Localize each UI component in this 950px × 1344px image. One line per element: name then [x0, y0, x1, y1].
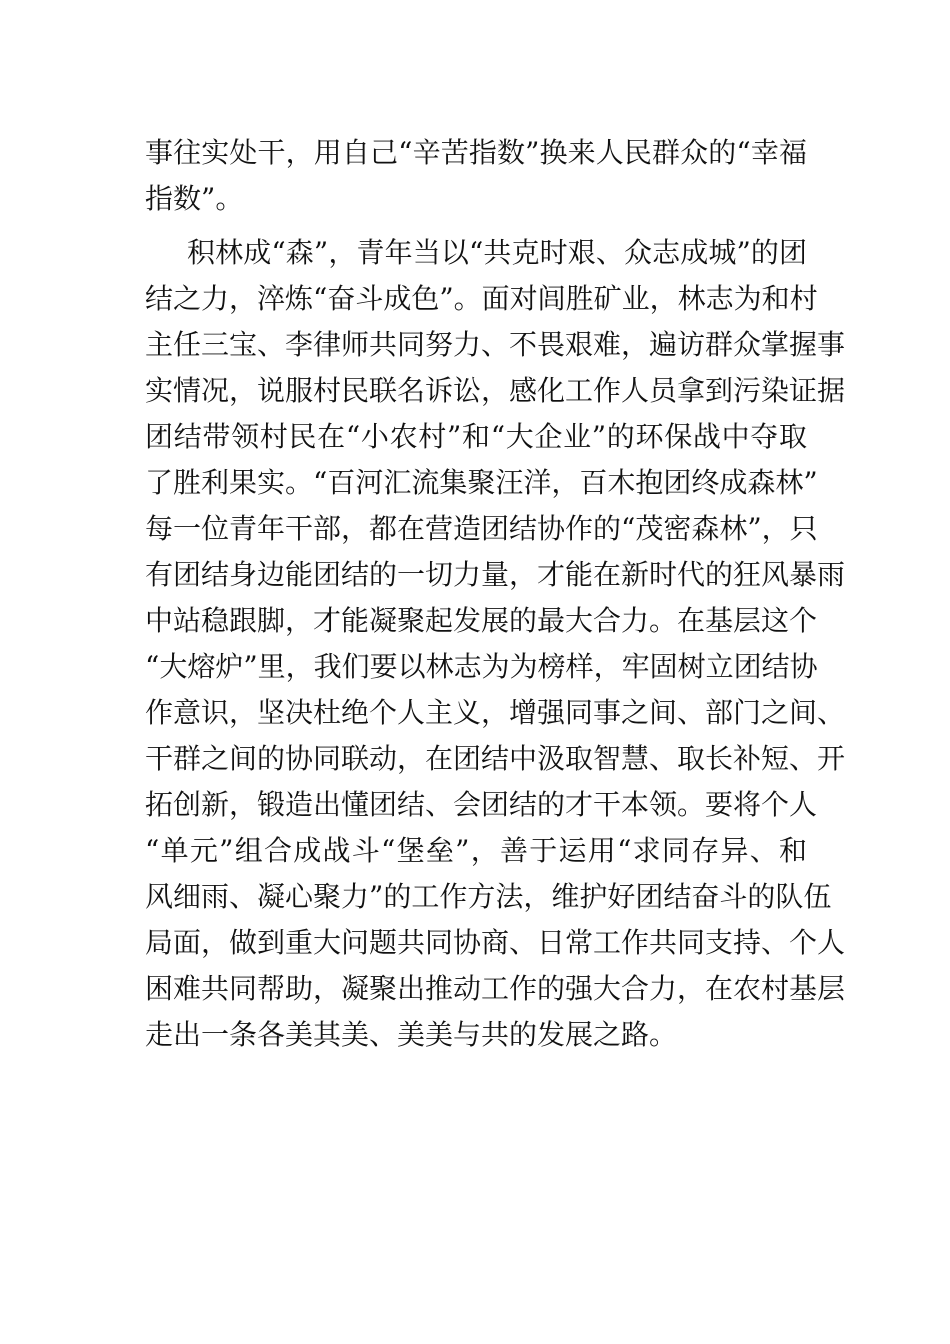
text-line: 结之力，淬炼“奋斗成色”。面对闾胜矿业，林志为和村 [145, 282, 818, 315]
text-line: 实情况，说服村民联名诉讼，感化工作人员拿到污染证据 [145, 374, 846, 407]
text-line: 指数”。 [145, 182, 244, 215]
text-line: 了胜利果实。“百河汇流集聚汪洋，百木抱团终成森林” [145, 466, 818, 499]
text-line: 中站稳跟脚，才能凝聚起发展的最大合力。在基层这个 [145, 604, 818, 637]
text-line: 主任三宝、李律师共同努力、不畏艰难，遍访群众掌握事 [145, 328, 846, 361]
body-text [145, 130, 846, 1058]
text-line: 团结带领村民在“小农村”和“大企业”的环保战中夺取 [145, 420, 807, 453]
text-line: 事往实处干，用自己“辛苦指数”换来人民群众的“幸福 [145, 136, 807, 169]
text-line: 干群之间的协同联动，在团结中汲取智慧、取长补短、开 [145, 742, 846, 775]
text-line: “单元”组合成战斗“堡垒”，善于运用“求同存异、和 [145, 834, 807, 867]
text-line: 风细雨、凝心聚力”的工作方法，维护好团结奋斗的队伍 [145, 880, 832, 913]
text-line: 局面，做到重大问题共同协商、日常工作共同支持、个人 [145, 926, 846, 959]
text-line: 作意识，坚决杜绝个人主义，增强同事之间、部门之间、 [145, 696, 846, 729]
text-line: 走出一条各美其美、美美与共的发展之路。 [145, 1018, 678, 1051]
text-line: “大熔炉”里，我们要以林志为为榜样，牢固树立团结协 [145, 650, 818, 683]
text-line: 有团结身边能团结的一切力量，才能在新时代的狂风暴雨 [145, 558, 846, 591]
text-line: 每一位青年干部，都在营造团结协作的“茂密森林”，只 [145, 512, 818, 545]
text-line: 积林成“森”，青年当以“共克时艰、众志成城”的团 [187, 236, 807, 269]
text-line: 困难共同帮助，凝聚出推动工作的强大合力，在农村基层 [145, 972, 846, 1005]
text-line: 拓创新，锻造出懂团结、会团结的才干本领。要将个人 [145, 788, 818, 821]
